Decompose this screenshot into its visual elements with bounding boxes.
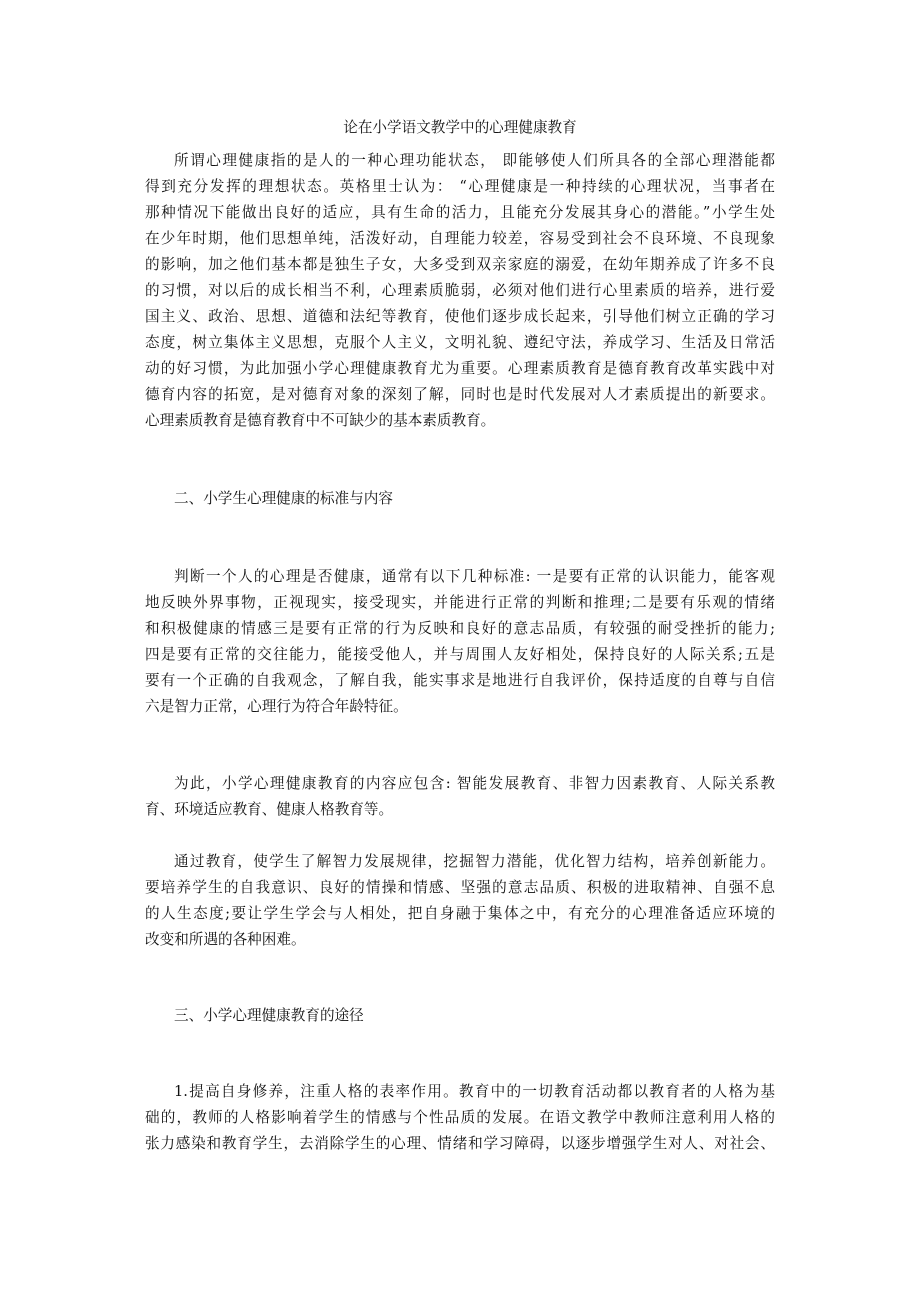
paragraph-education-goals [145, 849, 775, 953]
text-line: 判断一个人的心理是否健康，通常有以下几种标准: 一是要有正常的认识能力，能客观 [174, 568, 775, 585]
text-line: 德育内容的拓宽，是对德育对象的深刻了解，同时也是时代发展对人才素质提出的新要求。 [145, 386, 775, 403]
text-line: 态度，树立集体主义思想，克服个人主义，文明礼貌、遵纪守法，养成学习、生活及日常活 [145, 334, 775, 351]
paragraph-approach-1 [145, 1079, 775, 1157]
text-line: 张力感染和教育学生，去消除学生的心理、情绪和学习障碍，以逐步增强学生对人、对社会、 [145, 1135, 775, 1152]
paragraph-intro [145, 148, 775, 434]
text-line: 六是智力正常，心理行为符合年龄特征。 [145, 698, 408, 715]
text-line: 1.提高自身修养，注重人格的表率作用。教育中的一切教育活动都以教育者的人格为基 [174, 1083, 775, 1100]
paragraph-standards [145, 564, 775, 720]
text-line: 地反映外界事物，正视现实，接受现实，并能进行正常的判断和推理;二是要有乐观的情绪 [145, 594, 775, 611]
text-line: 国主义、政治、思想、道德和法纪等教育，使他们逐步成长起来，引导他们树立正确的学习 [145, 308, 775, 325]
text-line: 得到充分发挥的理想状态。英格里士认为： “心理健康是一种持续的心理状况，当事者在 [145, 178, 775, 195]
text-line: 所谓心理健康指的是人的一种心理功能状态， 即能够使人们所具各的全部心理潜能都 [174, 152, 775, 169]
text-line: 的影响，加之他们基本都是独生子女，大多受到双亲家庭的溺爱，在幼年期养成了许多不良 [145, 256, 775, 273]
text-line: 在少年时期，他们思想单纯，活泼好动，自理能力较差，容易受到社会不良环境、不良现象 [145, 230, 775, 247]
text-line: 改变和所遇的各种困难。 [145, 931, 306, 948]
document-title: 论在小学语文教学中的心理健康教育 [343, 119, 577, 136]
text-line: 通过教育，使学生了解智力发展规律，挖掘智力潜能，优化智力结构，培养创新能力。 [174, 853, 775, 870]
text-line: 那种情况下能做出良好的适应，具有生命的活力，且能充分发展其身心的潜能。”小学生处 [145, 204, 775, 221]
text-line: 要有一个正确的自我观念，了解自我，能实事求是地进行自我评价，保持适度的自尊与自信 [145, 672, 775, 689]
text-line: 的习惯，对以后的成长相当不利，心理素质脆弱，必须对他们进行心里素质的培养，进行爱 [145, 282, 775, 299]
text-line: 和积极健康的情感三是要有正常的行为反映和良好的意志品质，有较强的耐受挫折的能力; [145, 620, 775, 637]
text-line: 要培养学生的自我意识、良好的情操和情感、坚强的意志品质、积极的进取精神、自强不息 [145, 879, 775, 896]
text-line: 为此，小学心理健康教育的内容应包含: 智能发展教育、非智力因素教育、人际关系教 [174, 775, 775, 792]
heading-section-3: 三、小学心理健康教育的途径 [174, 1007, 364, 1024]
text-line: 的人生态度;要让学生学会与人相处，把自身融于集体之中，有充分的心理准备适应环境的 [145, 905, 775, 922]
text-line: 动的好习惯，为此加强小学心理健康教育尤为重要。心理素质教育是德育教育改革实践中对 [145, 360, 775, 377]
heading-section-2: 二、小学生心理健康的标准与内容 [174, 490, 393, 507]
text-line: 础的，教师的人格影响着学生的情感与个性品质的发展。在语文教学中教师注意利用人格的 [145, 1109, 775, 1126]
text-line: 心理素质教育是德育教育中不可缺少的基本素质教育。 [145, 412, 496, 429]
text-line: 四是要有正常的交往能力，能接受他人，并与周围人友好相处，保持良好的人际关系;五是 [145, 646, 775, 663]
paragraph-content [145, 771, 775, 823]
text-line: 育、环境适应教育、健康人格教育等。 [145, 801, 394, 818]
